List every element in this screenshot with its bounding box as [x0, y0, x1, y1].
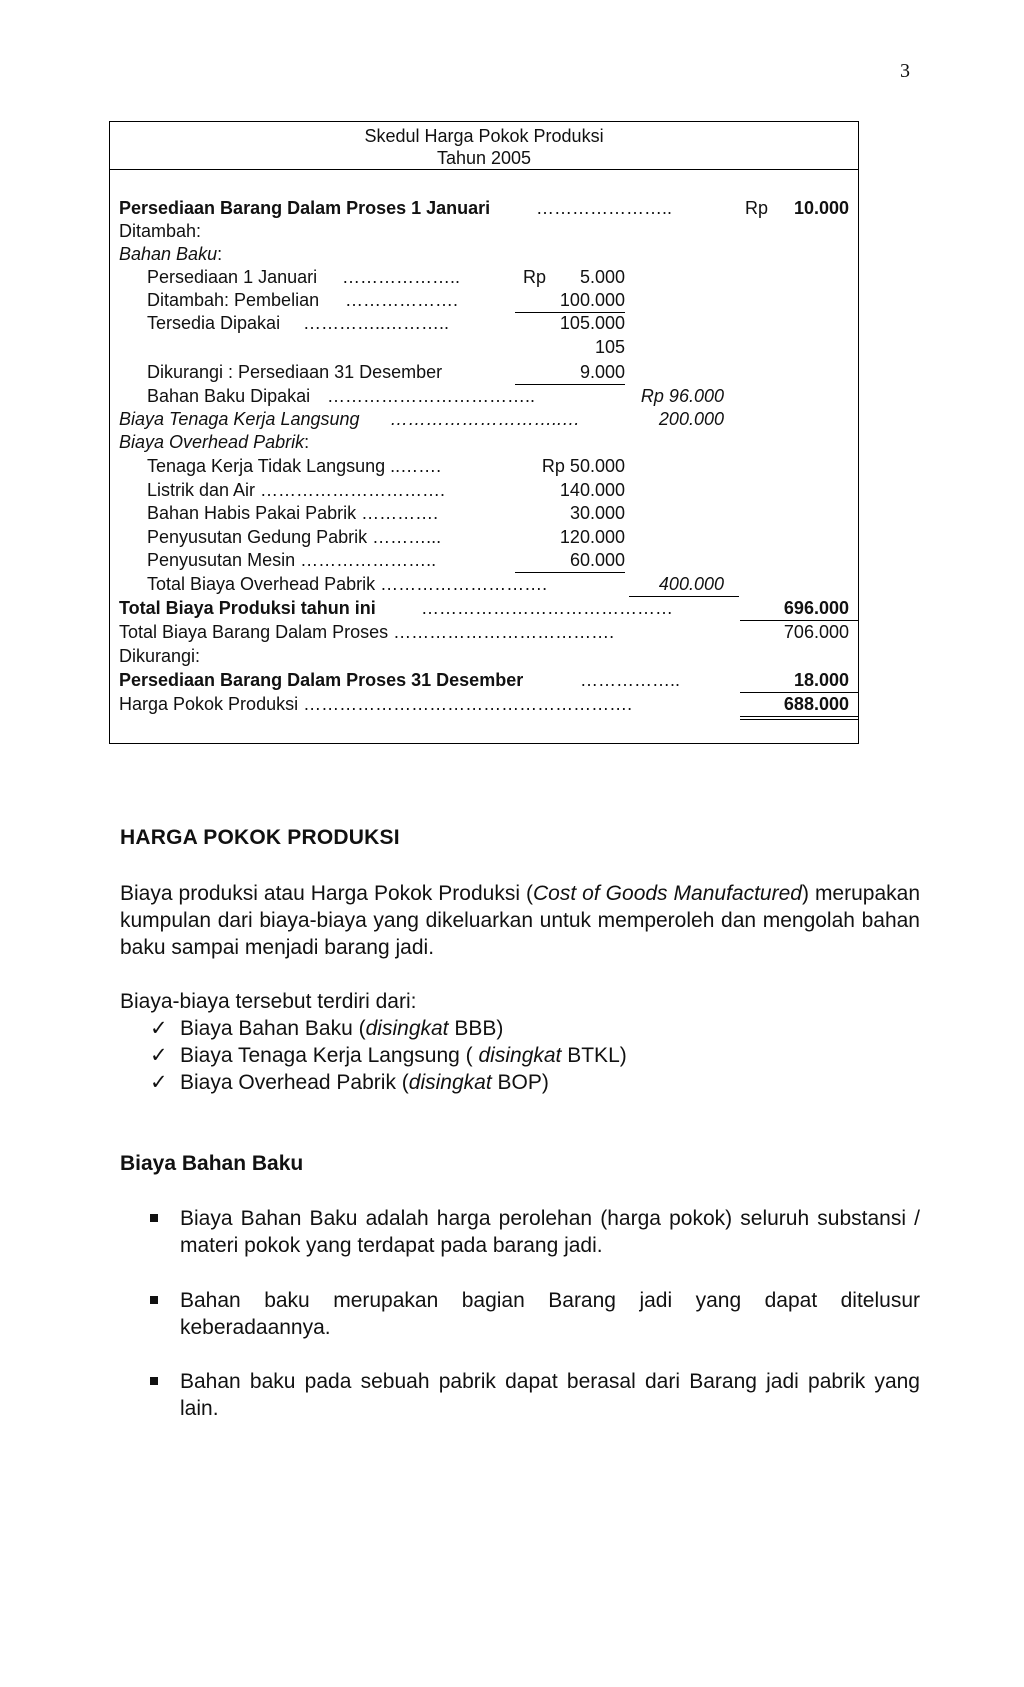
- row-rm-end: [110, 361, 858, 384]
- wip-begin-currency: Rp: [745, 198, 769, 218]
- component-text: Biaya Overhead Pabrik (: [180, 1071, 409, 1094]
- row-rm-extra: [110, 336, 858, 359]
- rm-available-value: 105.000: [559, 313, 625, 333]
- row-oh-total: [110, 573, 858, 596]
- less-label: Dikurangi:: [119, 646, 201, 666]
- rm-used-value: Rp 96.000: [640, 386, 724, 406]
- row-total-wip: [110, 621, 858, 644]
- row-total-production: [110, 597, 858, 620]
- total-production-label: Total Biaya Produksi tahun ini: [119, 598, 376, 618]
- total-production-dots: ……………………………………: [421, 598, 673, 618]
- rm-purchase-value: 100.000: [559, 290, 625, 310]
- rm-begin-currency: Rp: [523, 267, 547, 287]
- double-underline: [740, 716, 858, 717]
- schedule-title: Skedul Harga Pokok Produksi: [364, 126, 604, 146]
- list-item: [150, 1015, 627, 1042]
- cogm-label: Harga Pokok Produksi ……………………………………………….: [119, 694, 633, 714]
- rm-used-dots: ……………………………..: [327, 386, 536, 406]
- intro-text: ) merupakan kumpulan dari biaya-biaya yang dikeluarkan untuk memperoleh dan mengolah bahan baku sampai menjadi barang jadi.: [120, 882, 921, 959]
- bullet-text: Bahan baku pada sebuah pabrik dapat berasal dari Barang jadi pabrik yang lain.: [180, 1370, 920, 1420]
- row-oh-item: [110, 526, 858, 549]
- component-italic: disingkat: [478, 1044, 562, 1067]
- row-overhead-heading: Biaya Overhead Pabrik:: [119, 432, 310, 452]
- row-direct-labor: [110, 408, 858, 431]
- cost-components-list: [150, 1015, 627, 1096]
- oh-item-value: 120.000: [559, 527, 625, 547]
- rm-available-dots: …………..………..: [303, 313, 450, 333]
- oh-item-value: Rp 50.000: [541, 456, 625, 476]
- oh-item-label: Listrik dan Air ………………………….: [147, 480, 446, 500]
- intro-italic-text: Cost of Goods Manufactured: [533, 882, 802, 905]
- row-oh-item: [110, 502, 858, 525]
- wip-end-value: 18.000: [793, 670, 849, 690]
- total-wip-label: Total Biaya Barang Dalam Proses ……………………………….: [119, 622, 615, 642]
- row-less: [110, 645, 858, 668]
- rm-used-label: Bahan Baku Dipakai: [147, 386, 311, 406]
- rm-begin-value: 5.000: [579, 267, 625, 287]
- rm-begin-dots: ………………..: [342, 267, 461, 287]
- schedule-year: Tahun 2005: [436, 148, 532, 168]
- row-oh-item: [110, 549, 858, 572]
- oh-item-value: 30.000: [569, 503, 625, 523]
- double-underline: [740, 719, 858, 720]
- row-raw-material-heading: Bahan Baku:: [119, 244, 223, 264]
- component-italic: disingkat: [365, 1017, 449, 1040]
- row-added: [110, 220, 858, 243]
- component-text: BBB): [448, 1017, 504, 1040]
- rm-begin-label: Persediaan 1 Januari: [147, 267, 318, 287]
- raw-material-heading: Bahan Baku: [119, 244, 218, 264]
- wip-end-dots: ……………..: [580, 670, 681, 690]
- direct-labor-dots: ………………………..…: [390, 409, 581, 429]
- section-title: HARGA POKOK PRODUKSI: [120, 826, 400, 849]
- row-wip-begin: [110, 197, 858, 220]
- component-text: BTKL): [561, 1044, 627, 1067]
- check-icon: ✓: [150, 1071, 168, 1094]
- intro-text: Biaya produksi atau Harga Pokok Produksi (: [120, 882, 533, 905]
- oh-total-label: Total Biaya Overhead Pabrik ……………………….: [147, 574, 548, 594]
- component-text: Biaya Bahan Baku (: [180, 1017, 366, 1040]
- components-intro: Biaya-biaya tersebut terdiri dari:: [120, 990, 417, 1013]
- row-rm-available: [110, 312, 858, 335]
- page-number: 3: [900, 60, 910, 82]
- component-italic: disingkat: [408, 1071, 492, 1094]
- row-oh-item: [110, 479, 858, 502]
- wip-begin-label: Persediaan Barang Dalam Proses 1 Januari: [119, 198, 491, 218]
- square-bullet-icon: [150, 1296, 158, 1304]
- rm-extra-value: 105: [594, 337, 625, 357]
- list-item: [150, 1069, 627, 1096]
- row-cogm: [110, 693, 858, 716]
- check-icon: ✓: [150, 1044, 168, 1067]
- oh-item-value: 140.000: [559, 480, 625, 500]
- oh-item-label: Tenaga Kerja Tidak Langsung ..…….: [147, 456, 442, 476]
- oh-item-value: 60.000: [569, 550, 625, 570]
- row-rm-purchase: [110, 289, 858, 312]
- square-bullet-icon: [150, 1214, 158, 1222]
- intro-paragraph: [120, 880, 920, 961]
- schedule-header: [110, 122, 858, 170]
- cogm-value: 688.000: [783, 694, 849, 714]
- rm-purchase-dots: ……………….: [345, 290, 459, 310]
- bullet-text: Bahan baku merupakan bagian Barang jadi yang dapat ditelusur keberadaannya.: [180, 1289, 920, 1339]
- oh-item-label: Bahan Habis Pakai Pabrik ………….: [147, 503, 439, 523]
- bullet-text: Biaya Bahan Baku adalah harga perolehan (harga pokok) seluruh substansi / materi pokok yang terdapat pada barang jadi.: [180, 1207, 920, 1257]
- oh-item-label: Penyusutan Gedung Pabrik ………...: [147, 527, 442, 547]
- overhead-heading: Biaya Overhead Pabrik: [119, 432, 305, 452]
- rm-purchase-label: Ditambah: Pembelian: [147, 290, 320, 310]
- total-production-value: 696.000: [783, 598, 849, 618]
- component-text: Biaya Tenaga Kerja Langsung (: [180, 1044, 479, 1067]
- wip-begin-value: 10.000: [793, 198, 849, 218]
- rm-available-label: Tersedia Dipakai: [147, 313, 281, 333]
- oh-item-label: Penyusutan Mesin …………………..: [147, 550, 437, 570]
- direct-labor-label: Biaya Tenaga Kerja Langsung: [119, 409, 360, 429]
- direct-labor-value: 200.000: [658, 409, 724, 429]
- rm-end-label: Dikurangi : Persediaan 31 Desember: [147, 362, 443, 382]
- cost-of-goods-manufactured-schedule: [109, 121, 859, 744]
- row-wip-end: [110, 669, 858, 692]
- oh-total-value: 400.000: [658, 574, 724, 594]
- subsection-title: Biaya Bahan Baku: [120, 1152, 304, 1175]
- added-label: Ditambah:: [119, 221, 202, 241]
- row-rm-begin: [110, 266, 858, 289]
- total-wip-value: 706.000: [783, 622, 849, 642]
- row-rm-used: [110, 385, 858, 408]
- check-icon: ✓: [150, 1017, 168, 1040]
- component-text: BOP): [491, 1071, 549, 1094]
- wip-end-label: Persediaan Barang Dalam Proses 31 Desember: [119, 670, 524, 690]
- list-item: [150, 1042, 627, 1069]
- rm-end-value: 9.000: [579, 362, 625, 382]
- row-oh-item: [110, 455, 858, 478]
- wip-begin-dots: …………………..: [536, 198, 673, 218]
- square-bullet-icon: [150, 1377, 158, 1385]
